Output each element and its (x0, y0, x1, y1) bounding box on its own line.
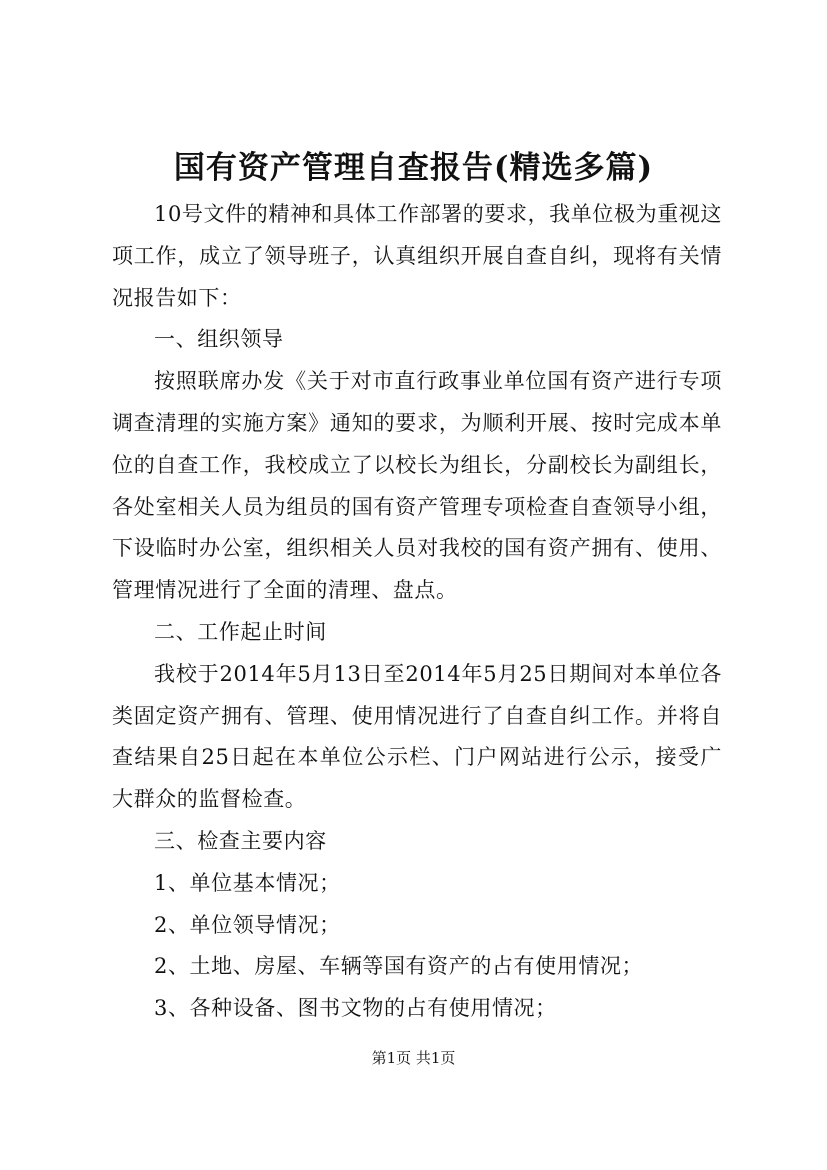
list-item: 2、单位领导情况； (154, 912, 341, 937)
list-item: 1、单位基本情况； (154, 870, 341, 895)
paragraph-organization: 按照联席办发《关于对市直行政事业单位国有资产进行专项调查清理的实施方案》通知的要求，为顺利开展、按时完成本单位的自查工作，我校成立了以校长为组长，分副校长为副组长，各处室相关人员为组员的国有资产管理专项检查自查领导小组，下设临时办公室，组织相关人员对我校的国有资产拥有、使用、管理情况进行了全面的清理、盘点。 (112, 369, 722, 603)
section-heading-contents: 三、检查主要内容 (154, 828, 327, 853)
page-number-footer: 第1页 共1页 (371, 1049, 456, 1067)
list-item: 2、土地、房屋、车辆等国有资产的占有使用情况； (154, 954, 644, 979)
section-heading-organization: 一、组织领导 (154, 327, 284, 352)
paragraph-timeframe: 我校于2014年5月13日至2014年5月25日期间对本单位各类固定资产拥有、管理、使用情况进行了自查自纠工作。并将自查结果自25日起在本单位公示栏、门户网站进行公示，接受广大群众的监督检查。 (112, 661, 722, 812)
list-item: 3、各种设备、图书文物的占有使用情况； (154, 996, 557, 1021)
document-body (112, 194, 722, 1030)
paragraph-intro: 10号文件的精神和具体工作部署的要求，我单位极为重视这项工作，成立了领导班子，认真组织开展自查自纠，现将有关情况报告如下： (112, 202, 722, 310)
section-heading-timeframe: 二、工作起止时间 (154, 619, 327, 644)
document-title: 国有资产管理自查报告(精选多篇) (173, 150, 654, 186)
